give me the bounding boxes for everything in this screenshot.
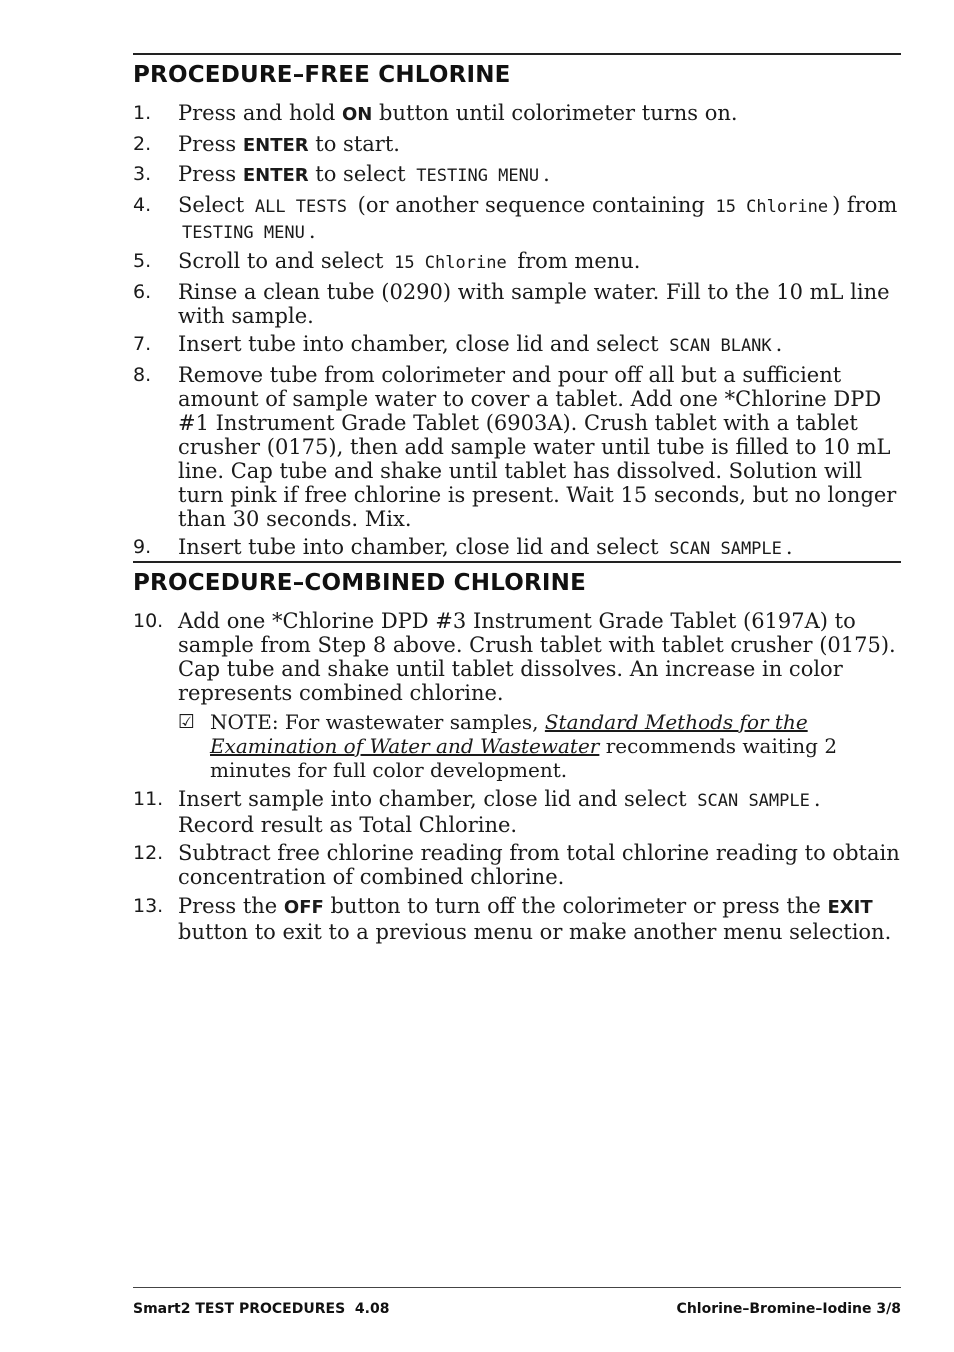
display-text: SCAN SAMPLE [669,539,782,559]
step-number: 4. [133,193,152,216]
combined-chlorine-steps [133,609,903,948]
display-text: TESTING MENU [416,166,540,186]
enter-key: ENTER [242,134,309,156]
footer-rule [133,1287,901,1288]
note: ☑ NOTE: For wastewater samples, Standard Methods for the Examination of Water and Wastewater recommends waiting 2 minutes for full color development. [178,709,838,782]
step-6: 6. Rinse a clean tube (0290) with sample water. Fill to the 10 mL line with sample. [133,279,890,328]
step-3: 3. Press ENTER to select TESTING MENU . [133,162,550,186]
step-number: 1. [133,102,152,124]
heading-combined-chlorine: PROCEDURE–COMBINED CHLORINE [133,570,587,596]
display-text: 15 Chlorine [715,196,829,217]
step-number: 7. [133,333,152,355]
step-number: 6. [133,280,152,303]
reference-title: Standard Methods for the Examination of Water and Wastewater [210,709,808,758]
free-chlorine-steps [133,101,903,566]
enter-key: ENTER [242,165,309,186]
step-number: 11. [133,787,164,810]
footer-right: Chlorine–Bromine–Iodine 3/8 [676,1301,901,1317]
step-12: 12. Subtract free chlorine reading from total chlorine reading to obtain concentration of combined chlorine. [133,841,900,889]
step-number: 10. [133,610,164,632]
step-5: 5. Scroll to and select 15 Chlorine from menu. [133,249,641,273]
step-4: 4. Select ALL TESTS (or another sequence containing 15 Chlorine ) from TESTING MENU . [133,192,898,243]
step-13: 13. Press the OFF button to turn off the colorimeter or press the EXIT button to exit to a previous menu or make another menu selection. [133,893,892,944]
step-10: 10. Add one *Chlorine DPD #3 Instrument Grade Tablet (6197A) to sample from Step 8 above. Crush tablet with tablet crusher (0175). Cap tube and shake until tablet dissolves. An increase in color represents combined chlorine. [133,609,896,705]
display-text: SCAN SAMPLE [697,790,810,811]
display-text: 15 Chlorine [394,253,507,273]
section-rule [133,561,901,563]
step-2: 2. Press ENTER to start. [133,131,400,156]
step-number: 13. [133,894,164,917]
on-key: ON [342,104,373,125]
display-text: TESTING MENU [182,222,305,243]
heading-free-chlorine: PROCEDURE–FREE CHLORINE [133,62,511,88]
step-11: 11. Insert sample into chamber, close lid and select SCAN SAMPLE . Record result as Total Chlorine. [133,786,821,837]
footer-left: Smart2 TEST PROCEDURES 4.08 [133,1301,390,1317]
top-rule [133,53,901,55]
off-key: OFF [283,896,324,918]
display-text: SCAN BLANK [669,336,772,356]
step-number: 9. [133,536,152,558]
exit-key: EXIT [827,896,873,918]
step-number: 5. [133,250,152,272]
step-1: 1. Press and hold ON button until colorimeter turns on. [133,101,738,125]
step-7: 7. Insert tube into chamber, close lid and select SCAN BLANK . [133,332,783,356]
step-number: 8. [133,363,152,386]
display-text: ALL TESTS [254,196,347,217]
step-8: 8. Remove tube from colorimeter and pour off all but a sufficient amount of sample water to cover a tablet. Add one *Chlorine DPD #1 Instrument Grade Tablet (6903A). Crush tablet with a tablet crusher (0175), then add sample water until tube is filled to 10 mL line. Cap tube and shake until tablet has dissolved. Solution will turn pink if free chlorine is present. Wait 15 seconds, but no longer than 30 seconds. Mix. [133,362,897,531]
step-number: 2. [133,132,152,155]
step-number: 12. [133,842,164,864]
step-9: 9. Insert tube into chamber, close lid and select SCAN SAMPLE . [133,535,793,559]
checkbox-icon: ☑ [178,710,196,733]
step-number: 3. [133,163,152,185]
